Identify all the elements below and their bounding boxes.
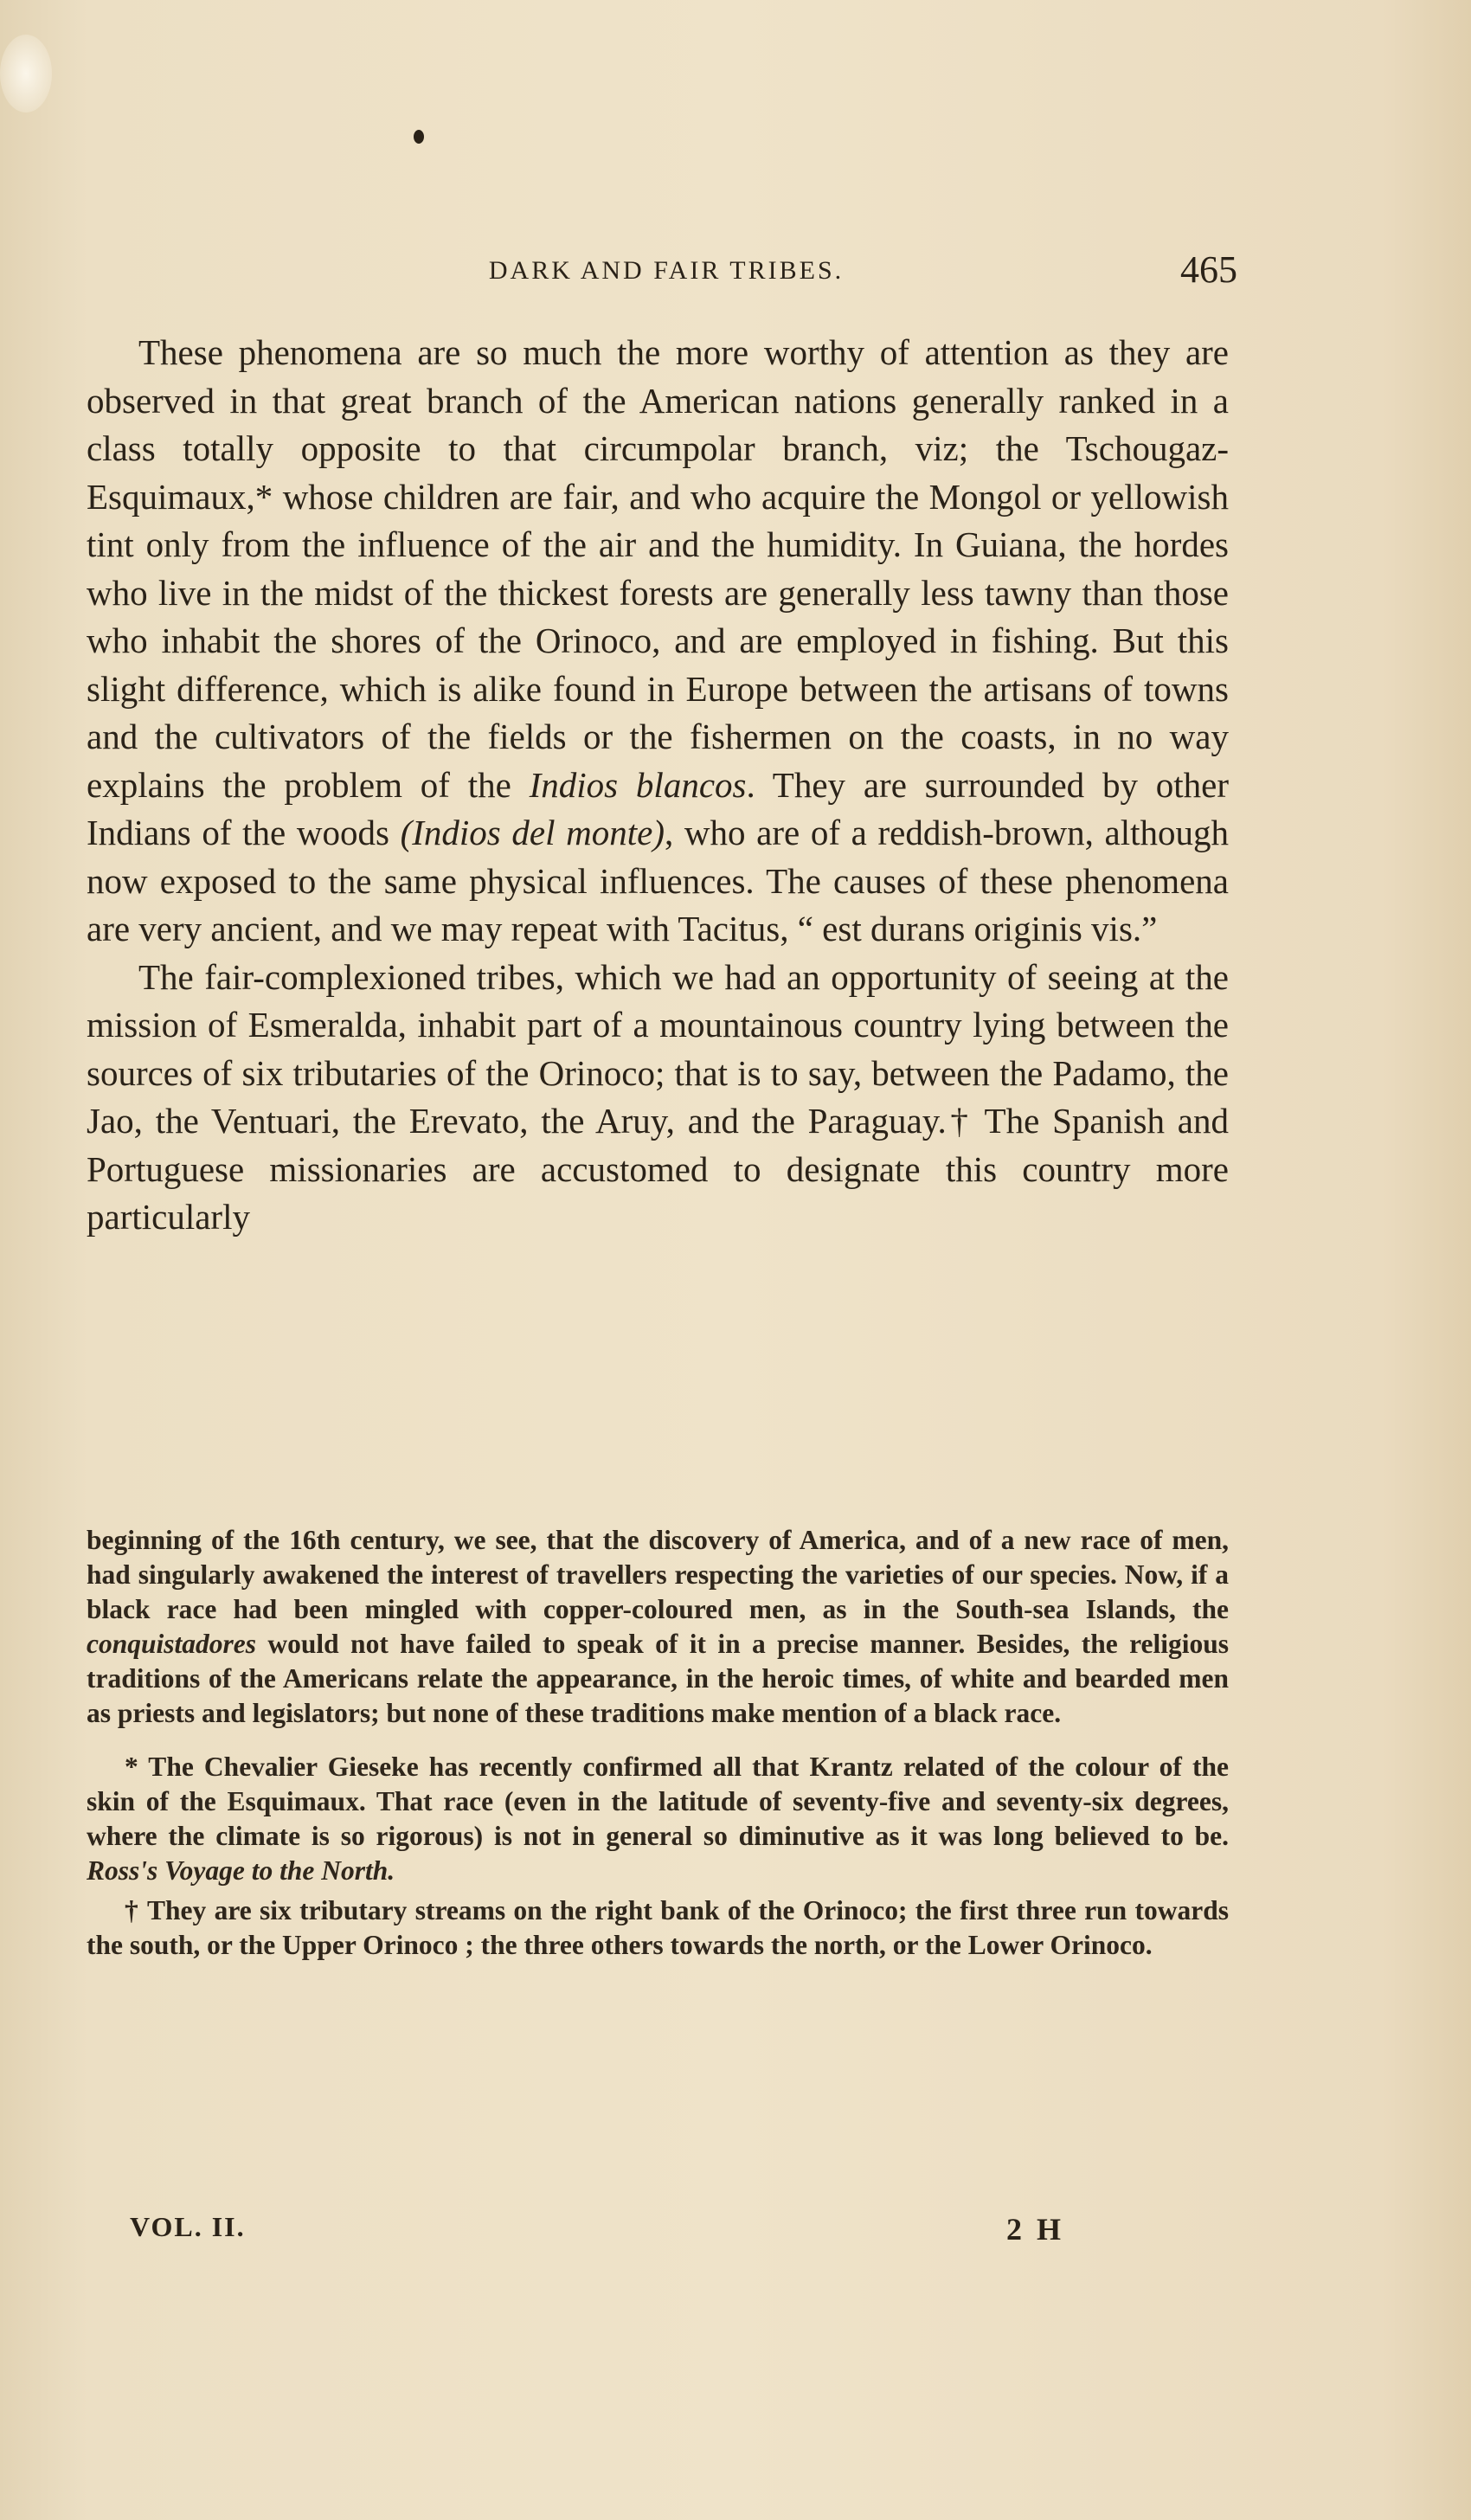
italic-term: Indios blancos <box>529 764 747 805</box>
ink-speck <box>414 130 424 144</box>
footnote-dagger: † They are six tributary streams on the right bank of the Orinoco; the first three run towards the south, or the Upper Orinoco ; the three others towards the north, or the Lower Orinoco. <box>87 1895 1229 1960</box>
footnote-star <box>87 1750 1229 1888</box>
main-text <box>87 329 1229 1242</box>
text-run: * The Chevalier Gieseke has recently confirmed all that Krantz related of the colour of the skin of the Esquimaux. That race (even in the latitude of seventy-five and seventy-six degrees, where the climate is so rigorous) is not in general so diminutive as it was long believed to be. <box>87 1752 1229 1851</box>
running-title: DARK AND FAIR TRIBES. <box>488 256 845 285</box>
page-number: 465 <box>1180 248 1237 291</box>
italic-term: conquistadores <box>87 1629 257 1659</box>
page-stain <box>0 35 52 112</box>
page-header <box>407 248 1237 299</box>
text-run: . They are surrounded by other Indians of the woods <box>87 764 1229 852</box>
text-run: These phenomena are so much the more worthy of attention as they are observed in that great branch of the American nations generally ranked in a class totally opposite to that circumpolar branch, viz; the Tschougaz-Esquimaux,* whose children are fair, and who acquire the Mongol or yellowish tint only from the influence of the air and the humidity. In Guiana, the hordes who live in the midst of the thickest forests are generally less tawny than those who inhabit the shores of the Orinoco, and are employed in fishing. But this slight difference, which is alike found in Europe between the artisans of towns and the cultivators of the fields or the fishermen on the coasts, in no way explains the problem of the <box>87 332 1229 805</box>
signature-mark: 2 H <box>1005 2212 1064 2247</box>
text-run: beginning of the 16th century, we see, that the discovery of America, and of a new race of men, had singularly awakened the interest of travellers respecting the varieties of our species. Now, if a black race had been mingled with copper-coloured men, as in the South-sea Islands, the <box>87 1525 1229 1624</box>
italic-term: Ross's Voyage to the North. <box>87 1855 395 1886</box>
signature-line <box>130 2211 1064 2254</box>
paragraph <box>87 329 1229 954</box>
paragraph: The fair-complexioned tribes, which we had an opportunity of seeing at the mission of Esmeralda, inhabit part of a mountainous country lying between the sources of six tributaries of the Orinoco; that is to say, between the Padamo, the Jao, the Ventuari, the Erevato, the Aruy, and the Paraguay.† The Spanish and Portuguese missionaries are accustomed to designate this country more particularly <box>87 956 1229 1237</box>
footnote-continued <box>87 1523 1229 1731</box>
volume-label: VOL. II. <box>130 2211 246 2242</box>
italic-term: (Indios del monte) <box>400 813 665 852</box>
text-run: , who are of a reddish-brown, although now exposed to the same physical influences. The causes of these phenomena are very ancient, and we may repeat with Tacitus, “ est durans originis vis.” <box>87 813 1229 948</box>
footnotes <box>87 1523 1229 1963</box>
text-run: would not have failed to speak of it in a precise manner. Besides, the religious traditions of the Americans relate the appearance, in the heroic times, of white and bearded men as priests and legislators; but none of these traditions make mention of a black race. <box>87 1629 1229 1728</box>
